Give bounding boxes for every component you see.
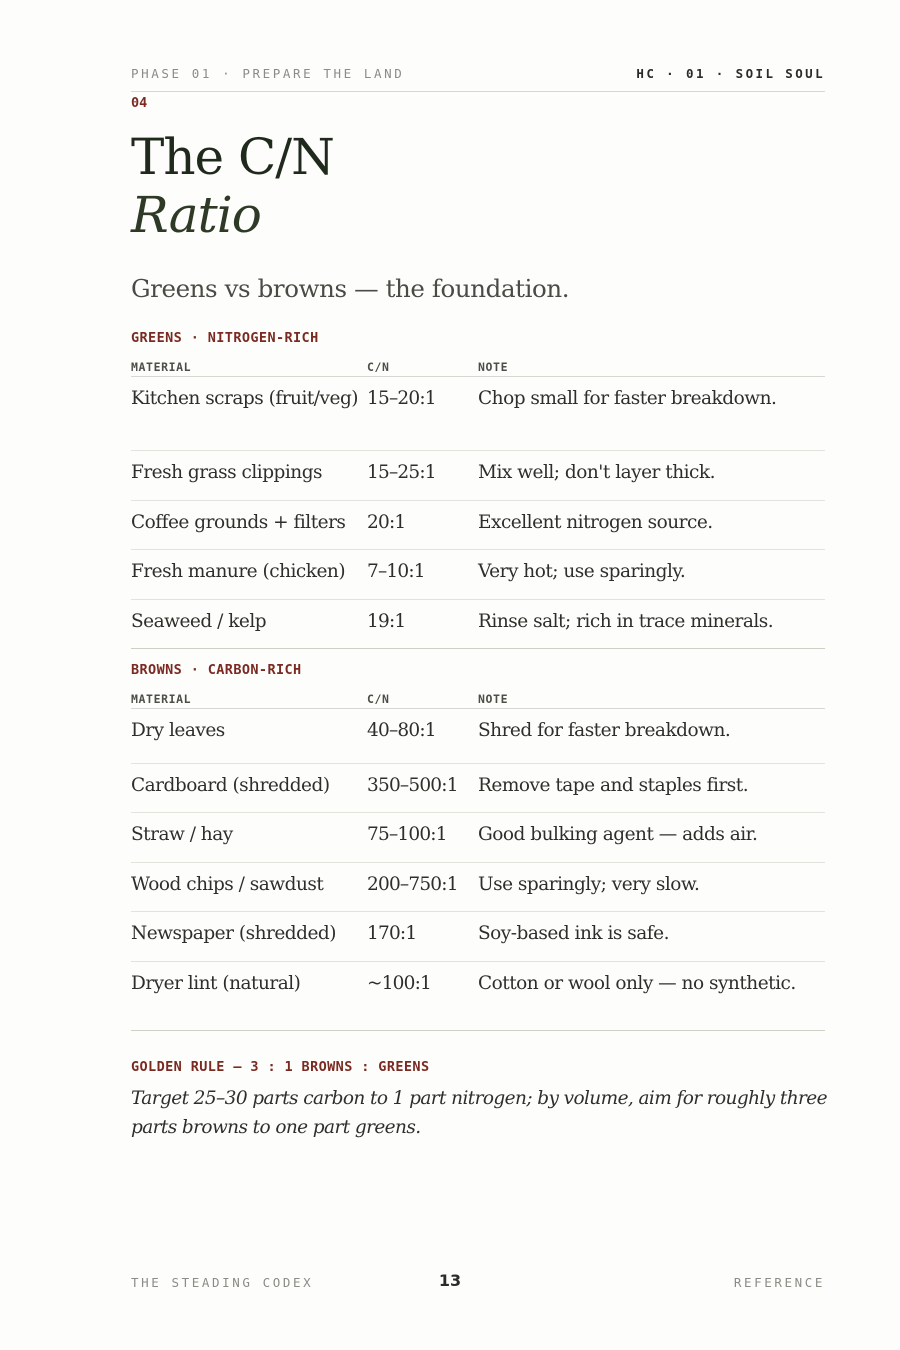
material-cell: Kitchen scraps (fruit/veg) xyxy=(131,388,359,409)
header-code: HC · 01 · SOIL SOUL xyxy=(636,66,825,81)
table-row xyxy=(131,501,825,550)
title-line-1: The C/N xyxy=(131,128,334,186)
material-cell: Seaweed / kelp xyxy=(131,611,267,632)
cn-cell: 350–500:1 xyxy=(367,775,458,796)
column-header-note: NOTE xyxy=(478,692,509,706)
note-cell: Chop small for faster breakdown. xyxy=(478,388,777,409)
material-cell: Wood chips / sawdust xyxy=(131,874,324,895)
table-row xyxy=(131,550,825,600)
note-cell: Soy-based ink is safe. xyxy=(478,923,669,944)
footer-section: REFERENCE xyxy=(733,1275,825,1290)
page xyxy=(131,0,825,1350)
material-cell: Coffee grounds + filters xyxy=(131,512,346,533)
column-header-material: MATERIAL xyxy=(131,360,192,374)
cn-cell: 19:1 xyxy=(367,611,406,632)
table-row xyxy=(131,709,825,764)
column-header-cn: C/N xyxy=(367,692,390,706)
running-header xyxy=(131,66,825,92)
browns-column-header xyxy=(131,686,825,709)
table-row xyxy=(131,962,825,1031)
table-row xyxy=(131,863,825,912)
page-subtitle: Greens vs browns — the foundation. xyxy=(131,274,570,303)
note-cell: Good bulking agent — adds air. xyxy=(478,824,758,845)
column-header-cn: C/N xyxy=(367,360,390,374)
table-row xyxy=(131,912,825,962)
cn-cell: 15–25:1 xyxy=(367,462,436,483)
note-cell: Very hot; use sparingly. xyxy=(478,561,686,582)
chapter-number: 04 xyxy=(131,95,148,111)
cn-cell: 15–20:1 xyxy=(367,388,436,409)
cn-cell: 75–100:1 xyxy=(367,824,447,845)
cn-cell: 20:1 xyxy=(367,512,406,533)
table-row xyxy=(131,764,825,813)
greens-section-label: GREENS · NITROGEN-RICH xyxy=(131,330,319,346)
golden-rule-label: GOLDEN RULE — 3 : 1 BROWNS : GREENS xyxy=(131,1059,430,1075)
cn-cell: 40–80:1 xyxy=(367,720,436,741)
column-header-material: MATERIAL xyxy=(131,692,192,706)
greens-column-header xyxy=(131,354,825,377)
table-row xyxy=(131,377,825,451)
material-cell: Straw / hay xyxy=(131,824,233,845)
material-cell: Fresh grass clippings xyxy=(131,462,323,483)
cn-cell: 170:1 xyxy=(367,923,417,944)
note-cell: Rinse salt; rich in trace minerals. xyxy=(478,611,774,632)
note-cell: Shred for faster breakdown. xyxy=(478,720,731,741)
cn-cell: 7–10:1 xyxy=(367,561,425,582)
golden-rule-text: Target 25–30 parts carbon to 1 part nitrogen; by volume, aim for roughly three parts browns to one part greens. xyxy=(131,1088,827,1138)
header-phase: PHASE 01 · PREPARE THE LAND xyxy=(131,66,405,81)
table-row xyxy=(131,451,825,501)
footer-book-title: THE STEADING CODEX xyxy=(131,1275,314,1290)
note-cell: Use sparingly; very slow. xyxy=(478,874,700,895)
material-cell: Dryer lint (natural) xyxy=(131,973,301,994)
cn-cell: 200–750:1 xyxy=(367,874,458,895)
note-cell: Remove tape and staples first. xyxy=(478,775,749,796)
title-line-2: Ratio xyxy=(131,186,261,244)
note-cell: Mix well; don't layer thick. xyxy=(478,462,715,483)
table-row xyxy=(131,600,825,649)
cn-cell: ~100:1 xyxy=(367,973,432,994)
page-number: 13 xyxy=(438,1271,462,1290)
material-cell: Dry leaves xyxy=(131,720,225,741)
page-title xyxy=(131,128,334,244)
note-cell: Excellent nitrogen source. xyxy=(478,512,713,533)
material-cell: Fresh manure (chicken) xyxy=(131,561,346,582)
column-header-note: NOTE xyxy=(478,360,509,374)
material-cell: Cardboard (shredded) xyxy=(131,775,330,796)
browns-section-label: BROWNS · CARBON-RICH xyxy=(131,662,302,678)
material-cell: Newspaper (shredded) xyxy=(131,923,336,944)
table-row xyxy=(131,813,825,863)
note-cell: Cotton or wool only — no synthetic. xyxy=(478,973,796,994)
